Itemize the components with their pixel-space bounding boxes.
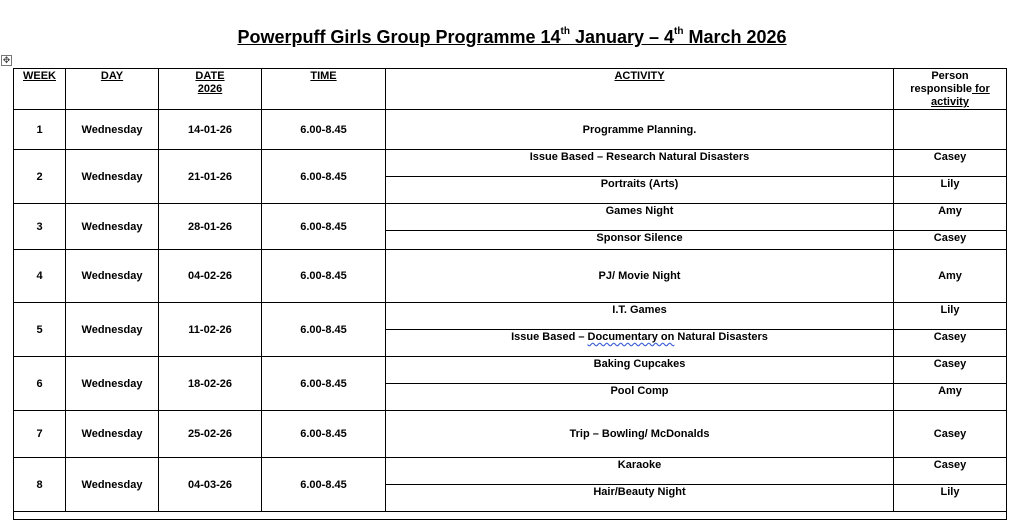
week-cell: 4 [14, 250, 66, 303]
activity-cell [386, 330, 894, 357]
spellcheck-marked-text: Documentary on [587, 331, 675, 343]
week-cell: 1 [14, 110, 66, 150]
time-cell: 6.00-8.45 [262, 357, 386, 411]
week-cell: 3 [14, 204, 66, 250]
day-cell: Wednesday [66, 357, 159, 411]
activity-text-post: Natural Disasters [674, 331, 768, 343]
week-cell: 8 [14, 458, 66, 512]
day-cell: Wednesday [66, 204, 159, 250]
table-row [14, 150, 1007, 177]
person-cell: Lily [894, 177, 1007, 204]
header-date [159, 69, 262, 110]
title-text-3: March 2026 [683, 27, 787, 47]
time-cell: 6.00-8.45 [262, 303, 386, 357]
header-date-year: 2026 [197, 83, 223, 95]
person-cell: Casey [894, 458, 1007, 485]
header-person [894, 69, 1007, 110]
person-cell: Lily [894, 303, 1007, 330]
activity-cell: Issue Based – Research Natural Disasters [386, 150, 894, 177]
time-cell: 6.00-8.45 [262, 250, 386, 303]
person-cell: Casey [894, 330, 1007, 357]
title-sup-2: th [674, 26, 684, 37]
day-cell: Wednesday [66, 110, 159, 150]
table-move-handle-icon[interactable]: ✥ [2, 55, 11, 65]
title-sup-1: th [560, 26, 570, 37]
date-cell: 25-02-26 [159, 411, 262, 458]
activity-cell: Sponsor Silence [386, 231, 894, 250]
person-cell: Amy [894, 250, 1007, 303]
header-row [14, 69, 1007, 110]
week-cell: 6 [14, 357, 66, 411]
person-cell [894, 110, 1007, 150]
table-row [14, 458, 1007, 485]
activity-cell: PJ/ Movie Night [386, 250, 894, 303]
activity-cell: Portraits (Arts) [386, 177, 894, 204]
activity-cell: Programme Planning. [386, 110, 894, 150]
header-week: WEEK [14, 69, 66, 110]
person-cell: Casey [894, 411, 1007, 458]
header-activity: ACTIVITY [386, 69, 894, 110]
activity-cell: I.T. Games [386, 303, 894, 330]
header-person-line1: Person [931, 70, 969, 82]
person-cell: Lily [894, 485, 1007, 512]
time-cell: 6.00-8.45 [262, 150, 386, 204]
date-cell: 18-02-26 [159, 357, 262, 411]
week-cell: 7 [14, 411, 66, 458]
day-cell: Wednesday [66, 411, 159, 458]
date-cell: 04-02-26 [159, 250, 262, 303]
empty-cell [14, 512, 1007, 520]
time-cell: 6.00-8.45 [262, 458, 386, 512]
person-cell: Casey [894, 150, 1007, 177]
date-cell: 21-01-26 [159, 150, 262, 204]
title-text-1: Powerpuff Girls Group Programme 14 [237, 27, 561, 47]
person-cell: Casey [894, 231, 1007, 250]
person-cell: Amy [894, 384, 1007, 411]
activity-cell: Pool Comp [386, 384, 894, 411]
time-cell: 6.00-8.45 [262, 411, 386, 458]
day-cell: Wednesday [66, 458, 159, 512]
week-cell: 5 [14, 303, 66, 357]
table-row [14, 411, 1007, 458]
day-cell: Wednesday [66, 303, 159, 357]
activity-cell: Baking Cupcakes [386, 357, 894, 384]
activity-cell: Games Night [386, 204, 894, 231]
header-time: TIME [262, 69, 386, 110]
day-cell: Wednesday [66, 250, 159, 303]
date-cell: 28-01-26 [159, 204, 262, 250]
person-cell: Casey [894, 357, 1007, 384]
table-row-partial [14, 512, 1007, 520]
date-cell: 14-01-26 [159, 110, 262, 150]
time-cell: 6.00-8.45 [262, 110, 386, 150]
table-row [14, 110, 1007, 150]
programme-table [13, 68, 1007, 520]
week-cell: 2 [14, 150, 66, 204]
date-cell: 11-02-26 [159, 303, 262, 357]
header-day: DAY [66, 69, 159, 110]
header-date-label: DATE [195, 70, 225, 82]
title-text-2: January – 4 [569, 27, 675, 47]
header-person-line4: activity [931, 96, 969, 108]
table-row [14, 204, 1007, 231]
header-person-line3: for [972, 83, 990, 95]
time-cell: 6.00-8.45 [262, 204, 386, 250]
person-cell: Amy [894, 204, 1007, 231]
activity-cell: Karaoke [386, 458, 894, 485]
table-row [14, 250, 1007, 303]
header-person-line2: responsible [910, 83, 972, 95]
table-row [14, 303, 1007, 330]
activity-cell: Trip – Bowling/ McDonalds [386, 411, 894, 458]
document-title [0, 27, 1024, 48]
table-row [14, 357, 1007, 384]
date-cell: 04-03-26 [159, 458, 262, 512]
day-cell: Wednesday [66, 150, 159, 204]
activity-cell: Hair/Beauty Night [386, 485, 894, 512]
activity-text-pre: Issue Based – [511, 331, 588, 343]
